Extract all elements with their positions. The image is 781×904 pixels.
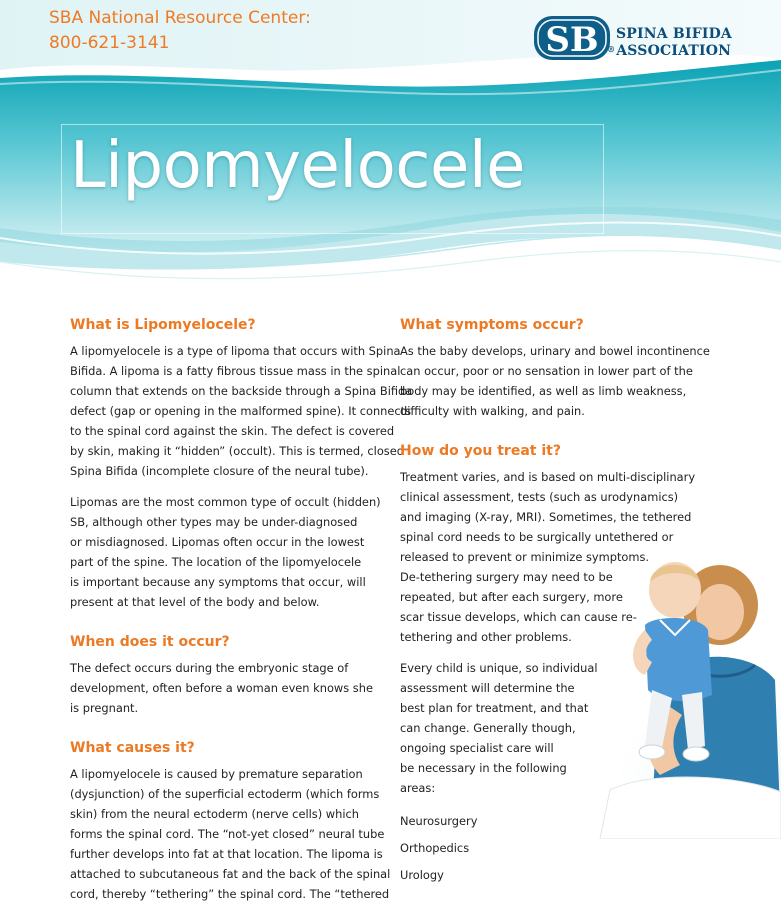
resource-center-name: SBA National Resource Center: xyxy=(49,8,311,28)
symptoms-paragraph xyxy=(400,341,710,421)
text-line: be necessary in the following xyxy=(400,761,567,775)
text-line: Lipomas are the most common type of occult (hidden) xyxy=(70,495,381,509)
mother-child-photo xyxy=(590,530,781,843)
text-line: best plan for treatment, and that xyxy=(400,701,589,715)
text-line: released to prevent or minimize symptoms. xyxy=(400,550,650,564)
logo-line-2 xyxy=(607,43,732,59)
heading-when-occur: When does it occur? xyxy=(70,634,230,650)
text-line: Every child is unique, so individual xyxy=(400,661,598,675)
area-orthopedics: Orthopedics xyxy=(400,841,470,855)
text-line: spinal cord needs to be surgically untethered or xyxy=(400,530,674,544)
text-line: or misdiagnosed. Lipomas often occur in the lowest xyxy=(70,535,365,549)
causes-paragraph xyxy=(70,764,391,904)
registered-mark: ® xyxy=(607,44,616,54)
text-line: ongoing specialist care will xyxy=(400,741,554,755)
left-column xyxy=(70,316,413,904)
photo-illustration xyxy=(590,530,781,839)
text-line: defect (gap or opening in the malformed spine). It connects xyxy=(70,404,412,418)
text-line: tethering and other problems. xyxy=(400,630,572,644)
text-line: is pregnant. xyxy=(70,701,139,715)
resource-center-phone: 800-621-3141 xyxy=(49,33,170,53)
text-line: further develops into fat at that location. The lipoma is xyxy=(70,847,383,861)
text-line: to the spinal cord against the skin. The defect is covered xyxy=(70,424,395,438)
text-line: and imaging (X-ray, MRI). Sometimes, the tethered xyxy=(400,510,692,524)
text-line: body may be identified, as well as limb weakness, xyxy=(400,384,687,398)
text-line: (dysjunction) of the superficial ectoderm (which forms xyxy=(70,787,380,801)
text-line: skin) from the neural ectoderm (nerve cells) which xyxy=(70,807,359,821)
text-line: attached to subcutaneous fat and the back of the spinal xyxy=(70,867,391,881)
text-line: As the baby develops, urinary and bowel incontinence xyxy=(400,344,710,358)
text-line: development, often before a woman even knows she xyxy=(70,681,373,695)
text-line: present at that level of the body and below. xyxy=(70,595,320,609)
area-urology: Urology xyxy=(400,868,444,882)
logo-line-2-text: ASSOCIATION xyxy=(616,43,732,59)
heading-what-causes: What causes it? xyxy=(70,740,195,756)
text-line: repeated, but after each surgery, more xyxy=(400,590,623,604)
text-line: clinical assessment, tests (such as urodynamics) xyxy=(400,490,679,504)
heading-what-is: What is Lipomyelocele? xyxy=(70,317,256,333)
text-line: SB, although other types may be under-diagnosed xyxy=(70,515,358,529)
logo-line-1: SPINA BIFIDA xyxy=(616,26,732,42)
text-line: column that extends on the backside through a Spina Bifida xyxy=(70,384,413,398)
text-line: by skin, making it “hidden” (occult). This is termed, closed xyxy=(70,444,404,458)
text-line: areas: xyxy=(400,781,436,795)
text-line: is important because any symptoms that occur, will xyxy=(70,575,366,589)
text-line: assessment will determine the xyxy=(400,681,575,695)
text-line: difficulty with walking, and pain. xyxy=(400,404,585,418)
what-is-paragraph-2 xyxy=(70,492,381,612)
text-line: Bifida. A lipoma is a fatty fibrous tissue mass in the spinal xyxy=(70,364,401,378)
area-neurosurgery: Neurosurgery xyxy=(400,814,478,828)
text-line: part of the spine. The location of the lipomyelocele xyxy=(70,555,362,569)
when-paragraph xyxy=(70,658,373,718)
page-title: Lipomyelocele xyxy=(70,129,525,203)
what-is-paragraph-1 xyxy=(70,341,413,481)
text-line: A lipomyelocele is a type of lipoma that occurs with Spina xyxy=(70,344,401,358)
sb-monogram-icon xyxy=(532,12,614,64)
text-line: cord, thereby “tethering” the spinal cord. The “tethered xyxy=(70,887,390,901)
text-line: A lipomyelocele is caused by premature separation xyxy=(70,767,363,781)
text-line: can occur, poor or no sensation in lower part of the xyxy=(400,364,693,378)
text-line: Treatment varies, and is based on multi-disciplinary xyxy=(400,470,696,484)
text-line: can change. Generally though, xyxy=(400,721,576,735)
heading-symptoms: What symptoms occur? xyxy=(400,317,584,333)
text-line: De-tethering surgery may need to be xyxy=(400,570,613,584)
sba-logo xyxy=(532,12,614,68)
logo-monogram: SB xyxy=(545,20,599,60)
text-line: forms the spinal cord. The “not-yet closed” neural tube xyxy=(70,827,385,841)
text-line: Spina Bifida (incomplete closure of the neural tube). xyxy=(70,464,369,478)
text-line: The defect occurs during the embryonic stage of xyxy=(70,661,349,675)
text-line: scar tissue develops, which can cause re- xyxy=(400,610,637,624)
heading-treatment: How do you treat it? xyxy=(400,443,561,459)
